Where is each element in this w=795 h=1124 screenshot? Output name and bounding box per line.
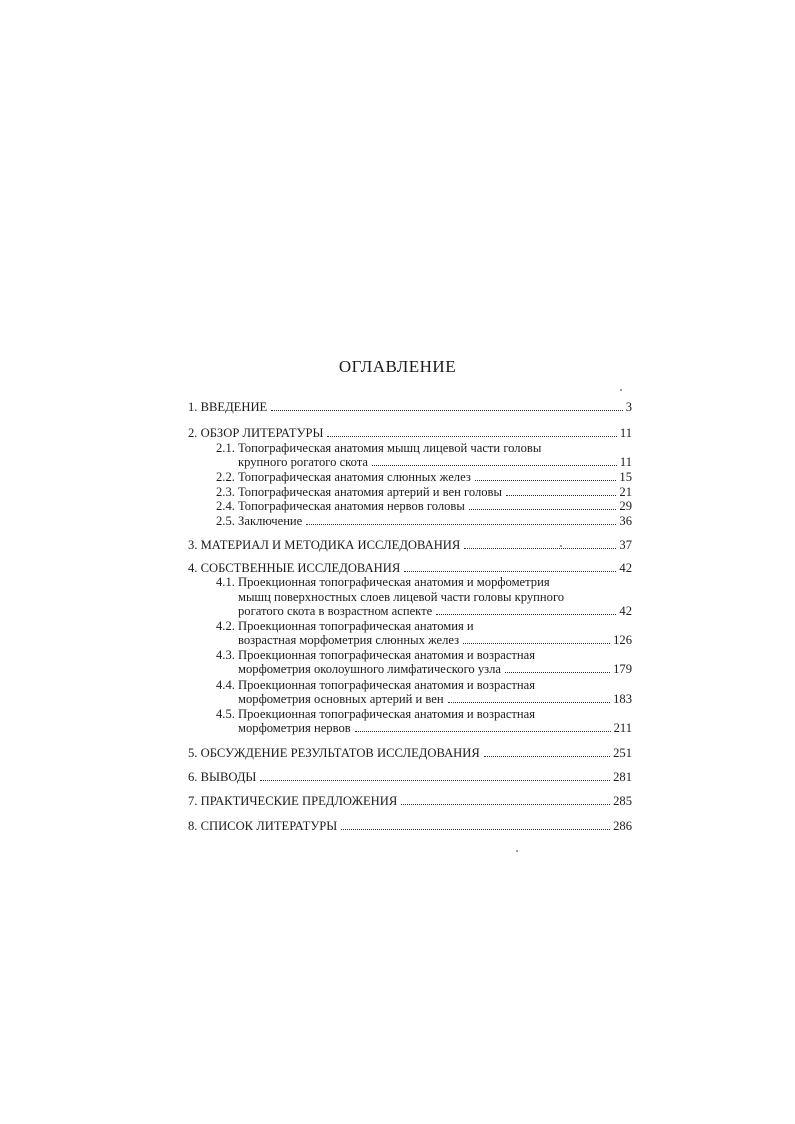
toc-page-number: 285: [613, 794, 632, 808]
toc-entry-label-line: 4.3. Проекционная топографическая анатомия и возрастная: [216, 648, 536, 662]
toc-entry-literature-review[interactable]: [188, 426, 632, 440]
toc-entry-2-4[interactable]: [216, 499, 632, 513]
toc-entry-label: 5. ОБСУЖДЕНИЕ РЕЗУЛЬТАТОВ ИССЛЕДОВАНИЯ: [188, 746, 480, 760]
toc-entry-label: морфометрия основных артерий и вен: [238, 692, 444, 706]
toc-entry-label: 4. СОБСТВЕННЫЕ ИССЛЕДОВАНИЯ: [188, 561, 401, 575]
toc-entry-label: морфометрия околоушного лимфатического узла: [238, 662, 502, 676]
toc-entry-label: 7. ПРАКТИЧЕСКИЕ ПРЕДЛОЖЕНИЯ: [188, 794, 398, 808]
page-title: ОГЛАВЛЕНИЕ: [338, 357, 457, 376]
dot-leader: [469, 509, 617, 510]
dot-leader: [260, 780, 610, 781]
toc-entry-label: 8. СПИСОК ЛИТЕРАТУРЫ: [188, 819, 338, 833]
toc-entry-2-5[interactable]: [216, 514, 632, 528]
toc-page-number: 281: [613, 770, 632, 784]
toc-entry-label: 3. МАТЕРИАЛ И МЕТОДИКА ИССЛЕДОВАНИЯ: [188, 538, 461, 552]
toc-entry-4-4[interactable]: [238, 692, 632, 706]
toc-entry-2-2[interactable]: [216, 470, 632, 484]
toc-page-number: 179: [613, 662, 632, 676]
toc-entry-4-3[interactable]: [238, 662, 632, 676]
dot-leader: [436, 614, 616, 615]
toc-entry-label: 2. ОБЗОР ЛИТЕРАТУРЫ: [188, 426, 324, 440]
dot-leader: [506, 495, 616, 496]
toc-page-number: 11: [619, 455, 632, 469]
toc-entry-label-line: 4.4. Проекционная топографическая анатомия и возрастная: [216, 678, 536, 692]
toc-page-number: 286: [613, 819, 632, 833]
toc-entry-label: 6. ВЫВОДЫ: [188, 770, 257, 784]
toc-entry-4-1[interactable]: [238, 604, 632, 618]
dot-leader: [306, 524, 616, 525]
dot-leader: [372, 465, 617, 466]
toc-page-number: 15: [619, 470, 632, 484]
toc-entry-discussion[interactable]: [188, 746, 632, 760]
toc-entry-introduction[interactable]: [188, 400, 632, 414]
toc-entry-label: возрастная морфометрия слюнных желез: [238, 633, 460, 647]
toc-entry-label: 2.2. Топографическая анатомия слюнных желез: [216, 470, 471, 484]
dot-leader: [505, 672, 610, 673]
toc-page-number: 126: [613, 633, 632, 647]
dot-leader: [404, 571, 616, 572]
toc-entry-label: морфометрия нервов: [238, 721, 351, 735]
toc-entry-label: крупного рогатого скота: [238, 455, 369, 469]
toc-entry-label: 2.4. Топографическая анатомия нервов головы: [216, 499, 465, 513]
dot-leader: [341, 829, 610, 830]
toc-entry-4-2[interactable]: [238, 633, 632, 647]
dot-leader: [271, 410, 622, 411]
toc-entry-label-line: 2.1. Топографическая анатомия мышц лицевой части головы: [216, 441, 542, 455]
dot-leader: [475, 480, 617, 481]
toc-entry-label-line: 4.2. Проекционная топографическая анатомия и: [216, 619, 474, 633]
toc-page-number: 251: [613, 746, 632, 760]
toc-page-number: 211: [613, 721, 632, 735]
toc-page-number: 21: [619, 485, 632, 499]
toc-entry-label-line: 4.5. Проекционная топографическая анатомия и возрастная: [216, 707, 536, 721]
dot-leader: [355, 731, 611, 732]
toc-entry-references[interactable]: [188, 819, 632, 833]
toc-entry-label: рогатого скота в возрастном аспекте: [238, 604, 433, 618]
scan-speck: [516, 850, 518, 852]
dot-leader: [327, 436, 616, 437]
toc-page-number: 3: [625, 400, 632, 414]
dot-leader: [484, 756, 610, 757]
toc-page-number: 37: [619, 538, 632, 552]
toc-entry-own-research[interactable]: [188, 561, 632, 575]
toc-entry-conclusions[interactable]: [188, 770, 632, 784]
toc-entry-label-line: 4.1. Проекционная топографическая анатомия и морфометрия: [216, 575, 550, 589]
toc-page-number: 11: [619, 426, 632, 440]
toc-entry-2-1[interactable]: [238, 455, 632, 469]
toc-page-number: 42: [619, 604, 632, 618]
dot-leader: [448, 702, 610, 703]
toc-page-number: 29: [619, 499, 632, 513]
dot-leader: [464, 548, 616, 549]
toc-entry-material-methods[interactable]: [188, 538, 632, 552]
toc-entry-label-line: мышц поверхностных слоев лицевой части головы крупного: [238, 590, 565, 604]
toc-page-number: 183: [613, 692, 632, 706]
scan-speck: [560, 545, 562, 547]
toc-entry-2-3[interactable]: [216, 485, 632, 499]
toc-page-number: 36: [619, 514, 632, 528]
toc-entry-4-5[interactable]: [238, 721, 632, 735]
scan-speck: [620, 389, 622, 391]
toc-page-number: 42: [619, 561, 632, 575]
toc-entry-label: 2.5. Заключение: [216, 514, 303, 528]
dot-leader: [401, 804, 610, 805]
toc-entry-label: 1. ВВЕДЕНИЕ: [188, 400, 268, 414]
toc-entry-label: 2.3. Топографическая анатомия артерий и вен головы: [216, 485, 502, 499]
dot-leader: [463, 643, 610, 644]
toc-entry-practical-proposals[interactable]: [188, 794, 632, 808]
